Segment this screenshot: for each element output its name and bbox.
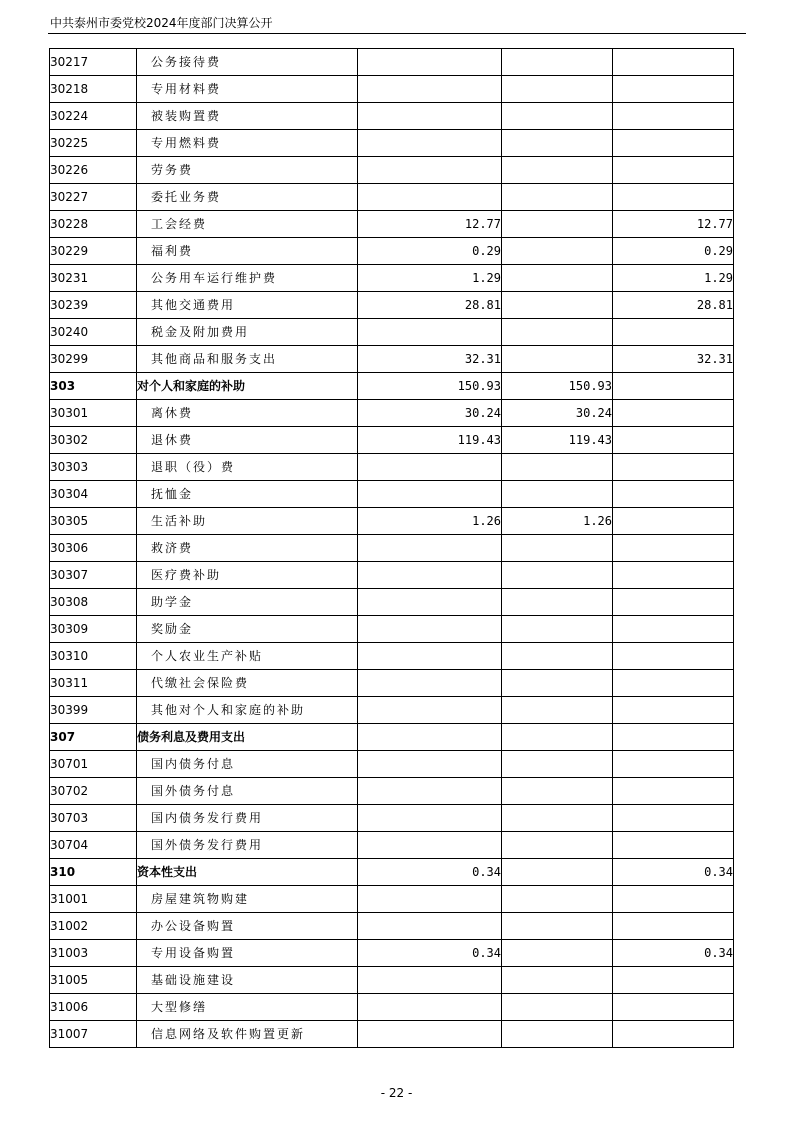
cell-name-text: 劳务费 xyxy=(151,163,194,177)
table-row xyxy=(50,724,734,751)
cell-amount-c3 xyxy=(613,967,734,994)
cell-code: 30225 xyxy=(50,130,137,157)
cell-name-text: 债务利息及费用支出 xyxy=(137,730,246,744)
cell-name xyxy=(137,265,358,292)
cell-name-text: 基础设施建设 xyxy=(151,973,236,987)
cell-amount-c3 xyxy=(613,670,734,697)
cell-code: 30305 xyxy=(50,508,137,535)
cell-name xyxy=(137,724,358,751)
cell-code: 30304 xyxy=(50,481,137,508)
cell-code: 30229 xyxy=(50,238,137,265)
table-row xyxy=(50,697,734,724)
cell-code: 30704 xyxy=(50,832,137,859)
cell-amount-c3 xyxy=(613,373,734,400)
table-row xyxy=(50,373,734,400)
cell-name-text: 国外债务发行费用 xyxy=(151,838,264,852)
cell-name-text: 其他对个人和家庭的补助 xyxy=(151,703,306,717)
cell-amount-c3 xyxy=(613,49,734,76)
cell-name xyxy=(137,346,358,373)
table-row xyxy=(50,211,734,238)
table-row xyxy=(50,832,734,859)
expenditure-table xyxy=(49,48,734,1048)
table-row xyxy=(50,562,734,589)
cell-code: 30308 xyxy=(50,589,137,616)
cell-name-text: 代缴社会保险费 xyxy=(151,676,250,690)
table-row xyxy=(50,427,734,454)
cell-amount-c1 xyxy=(358,616,502,643)
cell-amount-c2 xyxy=(502,697,613,724)
table-row xyxy=(50,508,734,535)
cell-code: 31002 xyxy=(50,913,137,940)
cell-amount-c2 xyxy=(502,130,613,157)
cell-name xyxy=(137,103,358,130)
cell-amount-c1 xyxy=(358,751,502,778)
cell-name xyxy=(137,211,358,238)
cell-code: 30306 xyxy=(50,535,137,562)
table-row xyxy=(50,103,734,130)
cell-code: 30309 xyxy=(50,616,137,643)
cell-amount-c2 xyxy=(502,670,613,697)
cell-code: 31003 xyxy=(50,940,137,967)
table-row xyxy=(50,886,734,913)
cell-name xyxy=(137,913,358,940)
cell-name-text: 退休费 xyxy=(151,433,194,447)
cell-name-text: 办公设备购置 xyxy=(151,919,236,933)
cell-name-text: 工会经费 xyxy=(151,217,208,231)
cell-amount-c1: 30.24 xyxy=(358,400,502,427)
cell-amount-c2: 30.24 xyxy=(502,400,613,427)
cell-amount-c2 xyxy=(502,157,613,184)
table-row xyxy=(50,643,734,670)
cell-amount-c3 xyxy=(613,697,734,724)
cell-name xyxy=(137,535,358,562)
cell-amount-c1: 32.31 xyxy=(358,346,502,373)
cell-amount-c2 xyxy=(502,832,613,859)
cell-code: 30302 xyxy=(50,427,137,454)
table-row xyxy=(50,346,734,373)
cell-amount-c2 xyxy=(502,1021,613,1048)
cell-amount-c1 xyxy=(358,130,502,157)
cell-name-text: 医疗费补助 xyxy=(151,568,222,582)
cell-amount-c2 xyxy=(502,616,613,643)
cell-amount-c1 xyxy=(358,49,502,76)
cell-amount-c2 xyxy=(502,643,613,670)
cell-name-text: 国内债务付息 xyxy=(151,757,236,771)
cell-amount-c3: 12.77 xyxy=(613,211,734,238)
cell-name xyxy=(137,886,358,913)
cell-name xyxy=(137,292,358,319)
cell-amount-c1 xyxy=(358,103,502,130)
cell-amount-c3 xyxy=(613,157,734,184)
cell-name xyxy=(137,859,358,886)
cell-amount-c1: 119.43 xyxy=(358,427,502,454)
cell-amount-c1 xyxy=(358,724,502,751)
cell-amount-c1 xyxy=(358,643,502,670)
table-row xyxy=(50,967,734,994)
cell-amount-c2 xyxy=(502,805,613,832)
cell-amount-c2: 150.93 xyxy=(502,373,613,400)
cell-amount-c3 xyxy=(613,886,734,913)
cell-name-text: 其他商品和服务支出 xyxy=(151,352,278,366)
cell-amount-c3 xyxy=(613,724,734,751)
cell-amount-c1 xyxy=(358,805,502,832)
cell-name xyxy=(137,319,358,346)
cell-name xyxy=(137,1021,358,1048)
cell-name xyxy=(137,616,358,643)
table-row xyxy=(50,76,734,103)
cell-amount-c3 xyxy=(613,130,734,157)
cell-amount-c2 xyxy=(502,211,613,238)
table-row xyxy=(50,238,734,265)
cell-name xyxy=(137,562,358,589)
cell-name-text: 奖励金 xyxy=(151,622,194,636)
cell-name xyxy=(137,49,358,76)
cell-amount-c1: 1.29 xyxy=(358,265,502,292)
cell-amount-c2 xyxy=(502,913,613,940)
cell-amount-c3: 28.81 xyxy=(613,292,734,319)
cell-amount-c1 xyxy=(358,535,502,562)
cell-amount-c2 xyxy=(502,994,613,1021)
cell-amount-c3 xyxy=(613,319,734,346)
cell-name-text: 其他交通费用 xyxy=(151,298,236,312)
cell-name xyxy=(137,589,358,616)
cell-code: 31001 xyxy=(50,886,137,913)
cell-amount-c3 xyxy=(613,76,734,103)
table-row xyxy=(50,319,734,346)
cell-name xyxy=(137,454,358,481)
header-divider xyxy=(48,33,746,34)
cell-amount-c1 xyxy=(358,1021,502,1048)
cell-amount-c3 xyxy=(613,805,734,832)
cell-name-text: 福利费 xyxy=(151,244,194,258)
cell-code: 30399 xyxy=(50,697,137,724)
cell-amount-c3: 0.29 xyxy=(613,238,734,265)
cell-name-text: 资本性支出 xyxy=(137,865,198,879)
table-row xyxy=(50,778,734,805)
cell-amount-c1: 1.26 xyxy=(358,508,502,535)
cell-name-text: 信息网络及软件购置更新 xyxy=(151,1027,306,1041)
cell-amount-c2 xyxy=(502,967,613,994)
cell-code: 310 xyxy=(50,859,137,886)
cell-amount-c1: 28.81 xyxy=(358,292,502,319)
table-row xyxy=(50,589,734,616)
cell-amount-c2 xyxy=(502,589,613,616)
cell-amount-c2 xyxy=(502,103,613,130)
cell-name-text: 国内债务发行费用 xyxy=(151,811,264,825)
cell-amount-c2 xyxy=(502,454,613,481)
cell-amount-c3 xyxy=(613,913,734,940)
cell-name-text: 助学金 xyxy=(151,595,194,609)
cell-amount-c2 xyxy=(502,49,613,76)
cell-code: 30703 xyxy=(50,805,137,832)
cell-amount-c3 xyxy=(613,994,734,1021)
table-row xyxy=(50,913,734,940)
cell-name-text: 委托业务费 xyxy=(151,190,222,204)
table-row xyxy=(50,400,734,427)
cell-name-text: 专用燃料费 xyxy=(151,136,222,150)
table-row xyxy=(50,130,734,157)
cell-name-text: 税金及附加费用 xyxy=(151,325,250,339)
cell-name-text: 国外债务付息 xyxy=(151,784,236,798)
cell-code: 30218 xyxy=(50,76,137,103)
table-row xyxy=(50,940,734,967)
document-header-title: 中共泰州市委党校2024年度部门决算公开 xyxy=(50,16,273,30)
cell-amount-c1 xyxy=(358,670,502,697)
cell-code: 30701 xyxy=(50,751,137,778)
cell-name-text: 离休费 xyxy=(151,406,194,420)
cell-amount-c1: 12.77 xyxy=(358,211,502,238)
table-row xyxy=(50,535,734,562)
cell-name xyxy=(137,508,358,535)
cell-code: 30307 xyxy=(50,562,137,589)
cell-amount-c1 xyxy=(358,76,502,103)
cell-code: 31005 xyxy=(50,967,137,994)
cell-name-text: 个人农业生产补贴 xyxy=(151,649,264,663)
cell-amount-c2: 119.43 xyxy=(502,427,613,454)
table-row xyxy=(50,265,734,292)
cell-name xyxy=(137,238,358,265)
cell-amount-c2 xyxy=(502,76,613,103)
cell-code: 30217 xyxy=(50,49,137,76)
cell-amount-c1: 0.34 xyxy=(358,859,502,886)
cell-amount-c3 xyxy=(613,562,734,589)
cell-amount-c1 xyxy=(358,589,502,616)
cell-name-text: 抚恤金 xyxy=(151,487,194,501)
cell-amount-c3: 32.31 xyxy=(613,346,734,373)
cell-name-text: 生活补助 xyxy=(151,514,208,528)
cell-code: 31006 xyxy=(50,994,137,1021)
table-row xyxy=(50,481,734,508)
cell-amount-c2 xyxy=(502,940,613,967)
cell-amount-c2 xyxy=(502,292,613,319)
cell-name-text: 专用设备购置 xyxy=(151,946,236,960)
cell-amount-c3 xyxy=(613,508,734,535)
table-body xyxy=(50,49,734,1048)
table-row xyxy=(50,1021,734,1048)
table-row xyxy=(50,616,734,643)
table-row xyxy=(50,49,734,76)
cell-amount-c2 xyxy=(502,184,613,211)
cell-amount-c3 xyxy=(613,103,734,130)
cell-name xyxy=(137,778,358,805)
cell-amount-c2 xyxy=(502,346,613,373)
cell-code: 30303 xyxy=(50,454,137,481)
cell-amount-c1 xyxy=(358,697,502,724)
cell-amount-c2 xyxy=(502,751,613,778)
cell-name-text: 专用材料费 xyxy=(151,82,222,96)
cell-code: 30239 xyxy=(50,292,137,319)
cell-amount-c2 xyxy=(502,778,613,805)
cell-amount-c3 xyxy=(613,589,734,616)
cell-name-text: 退职（役）费 xyxy=(151,460,236,474)
cell-amount-c2 xyxy=(502,481,613,508)
table-row xyxy=(50,184,734,211)
cell-amount-c3 xyxy=(613,184,734,211)
cell-name xyxy=(137,76,358,103)
cell-amount-c2: 1.26 xyxy=(502,508,613,535)
cell-amount-c1: 0.29 xyxy=(358,238,502,265)
cell-name xyxy=(137,184,358,211)
table-row xyxy=(50,994,734,1021)
cell-amount-c1: 150.93 xyxy=(358,373,502,400)
table-row xyxy=(50,751,734,778)
page-number: - 22 - xyxy=(380,1086,413,1100)
cell-amount-c3 xyxy=(613,454,734,481)
cell-amount-c3 xyxy=(613,616,734,643)
cell-name xyxy=(137,400,358,427)
cell-name-text: 公务接待费 xyxy=(151,55,222,69)
cell-name-text: 被装购置费 xyxy=(151,109,222,123)
cell-amount-c3 xyxy=(613,427,734,454)
cell-name xyxy=(137,751,358,778)
cell-code: 30702 xyxy=(50,778,137,805)
cell-code: 30227 xyxy=(50,184,137,211)
cell-amount-c3: 0.34 xyxy=(613,859,734,886)
cell-amount-c2 xyxy=(502,886,613,913)
cell-code: 30231 xyxy=(50,265,137,292)
cell-amount-c1 xyxy=(358,994,502,1021)
cell-name xyxy=(137,832,358,859)
cell-name xyxy=(137,481,358,508)
cell-amount-c3 xyxy=(613,751,734,778)
cell-name xyxy=(137,967,358,994)
cell-amount-c1 xyxy=(358,481,502,508)
cell-name xyxy=(137,373,358,400)
cell-code: 30301 xyxy=(50,400,137,427)
cell-amount-c2 xyxy=(502,238,613,265)
table-row xyxy=(50,859,734,886)
cell-name xyxy=(137,157,358,184)
cell-amount-c3 xyxy=(613,1021,734,1048)
cell-code: 303 xyxy=(50,373,137,400)
cell-amount-c3 xyxy=(613,400,734,427)
table-row xyxy=(50,454,734,481)
cell-name xyxy=(137,697,358,724)
cell-name xyxy=(137,130,358,157)
cell-amount-c3 xyxy=(613,643,734,670)
table-row xyxy=(50,805,734,832)
cell-code: 30224 xyxy=(50,103,137,130)
table-row xyxy=(50,157,734,184)
cell-code: 30228 xyxy=(50,211,137,238)
cell-amount-c1 xyxy=(358,157,502,184)
table-row xyxy=(50,670,734,697)
cell-name xyxy=(137,805,358,832)
cell-amount-c2 xyxy=(502,265,613,292)
cell-code: 30311 xyxy=(50,670,137,697)
cell-amount-c1 xyxy=(358,319,502,346)
cell-code: 30310 xyxy=(50,643,137,670)
cell-amount-c1 xyxy=(358,967,502,994)
cell-amount-c2 xyxy=(502,535,613,562)
cell-code: 307 xyxy=(50,724,137,751)
cell-name xyxy=(137,643,358,670)
cell-name xyxy=(137,427,358,454)
cell-amount-c3 xyxy=(613,535,734,562)
cell-amount-c1 xyxy=(358,184,502,211)
cell-amount-c2 xyxy=(502,724,613,751)
cell-name xyxy=(137,940,358,967)
cell-amount-c3: 1.29 xyxy=(613,265,734,292)
cell-amount-c2 xyxy=(502,319,613,346)
cell-name-text: 救济费 xyxy=(151,541,194,555)
table-row xyxy=(50,292,734,319)
cell-amount-c1 xyxy=(358,454,502,481)
cell-amount-c1 xyxy=(358,832,502,859)
cell-amount-c2 xyxy=(502,562,613,589)
cell-amount-c1 xyxy=(358,778,502,805)
cell-amount-c1 xyxy=(358,562,502,589)
cell-amount-c3: 0.34 xyxy=(613,940,734,967)
cell-name-text: 对个人和家庭的补助 xyxy=(137,379,246,393)
cell-code: 30226 xyxy=(50,157,137,184)
cell-name xyxy=(137,670,358,697)
cell-amount-c2 xyxy=(502,859,613,886)
cell-name-text: 公务用车运行维护费 xyxy=(151,271,278,285)
cell-amount-c3 xyxy=(613,832,734,859)
cell-name-text: 大型修缮 xyxy=(151,1000,208,1014)
cell-name-text: 房屋建筑物购建 xyxy=(151,892,250,906)
cell-amount-c1: 0.34 xyxy=(358,940,502,967)
cell-code: 30240 xyxy=(50,319,137,346)
cell-amount-c3 xyxy=(613,778,734,805)
cell-amount-c1 xyxy=(358,913,502,940)
cell-amount-c1 xyxy=(358,886,502,913)
cell-code: 31007 xyxy=(50,1021,137,1048)
cell-code: 30299 xyxy=(50,346,137,373)
cell-name xyxy=(137,994,358,1021)
cell-amount-c3 xyxy=(613,481,734,508)
